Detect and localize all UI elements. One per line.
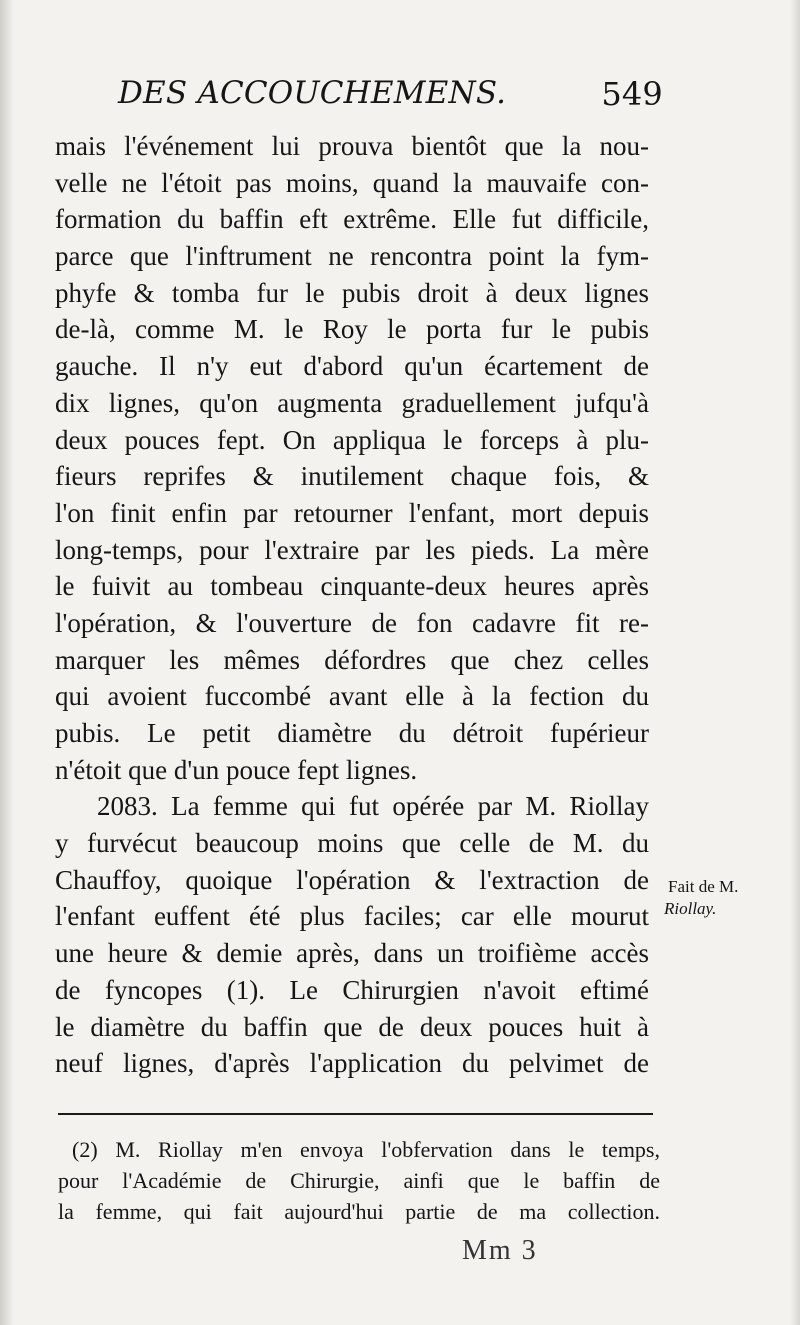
scan-edge-left: [0, 0, 14, 1325]
footnote-rule: [58, 1113, 653, 1115]
text-line: 2083. La femme qui fut opérée par M. Riollay: [97, 791, 649, 822]
text-line: le diamètre du baffin que de deux pouces huit à: [55, 1011, 649, 1042]
text-line: marquer les mêmes défordres que chez celles: [55, 644, 649, 675]
text-line: gauche. Il n'y eut d'abord qu'un écartement de: [55, 351, 649, 382]
text-line: n'étoit que d'un pouce fept lignes.: [55, 754, 418, 785]
text-line: le fuivit au tombeau cinquante-deux heures après: [55, 571, 649, 602]
text-line: formation du baffin eft extrême. Elle fut difficile,: [55, 204, 649, 235]
footnote-line: pour l'Académie de Chirurgie, ainfi que le baffin de: [58, 1168, 660, 1193]
text-line: deux pouces fept. On appliqua le forceps à plu-: [55, 424, 649, 455]
footnote-line: la femme, qui fait aujourd'hui partie de ma collection.: [58, 1199, 660, 1224]
text-line: parce que l'inftrument ne rencontra point la fym-: [55, 241, 649, 272]
text-line: pubis. Le petit diamètre du détroit fupérieur: [55, 718, 649, 748]
footnote: [58, 1134, 660, 1227]
text-line: l'on finit enfin par retourner l'enfant, mort depuis: [55, 497, 649, 528]
text-line: mais l'événement lui prouva bientôt que la nou-: [55, 131, 649, 161]
footnote-line: (2) M. Riollay m'en envoya l'obfervation dans le temps,: [72, 1137, 660, 1162]
margin-note: [664, 876, 794, 920]
text-line: velle ne l'étoit pas moins, quand la mauvaife con-: [55, 167, 649, 198]
text-line: de-là, comme M. le Roy le porta fur le pubis: [55, 314, 649, 345]
margin-note-line: Riollay.: [664, 899, 717, 918]
text-line: de fyncopes (1). Le Chirurgien n'avoit eftimé: [55, 974, 649, 1005]
text-line: y furvécut beaucoup moins que celle de M. du: [55, 828, 649, 859]
margin-note-line: Fait de M.: [668, 877, 739, 896]
body-text: [55, 128, 649, 1082]
running-head: [118, 75, 663, 125]
page-number: 549: [601, 75, 663, 113]
text-line: long-temps, pour l'extraire par les pieds. La mère: [55, 534, 649, 565]
running-title: DES ACCOUCHEMENS.: [118, 75, 507, 111]
text-line: l'enfant euffent été plus faciles; car elle mourut: [55, 901, 649, 932]
scan-edge-right: [790, 0, 800, 1325]
text-line: neuf lignes, d'après l'application du pelvimet de: [55, 1048, 649, 1079]
text-line: Chauffoy, quoique l'opération & l'extraction de: [55, 864, 649, 895]
text-line: qui avoient fuccombé avant elle à la fection du: [55, 681, 649, 712]
text-line: fieurs reprifes & inutilement chaque fois, &: [55, 461, 649, 492]
signature-mark: Mm 3: [462, 1235, 538, 1266]
text-line: dix lignes, qu'on augmenta graduellement jufqu'à: [55, 387, 649, 418]
text-line: l'opération, & l'ouverture de fon cadavre fit re-: [55, 607, 649, 638]
text-line: phyfe & tomba fur le pubis droit à deux lignes: [55, 277, 649, 308]
text-line: une heure & demie après, dans un troifième accès: [55, 938, 649, 969]
